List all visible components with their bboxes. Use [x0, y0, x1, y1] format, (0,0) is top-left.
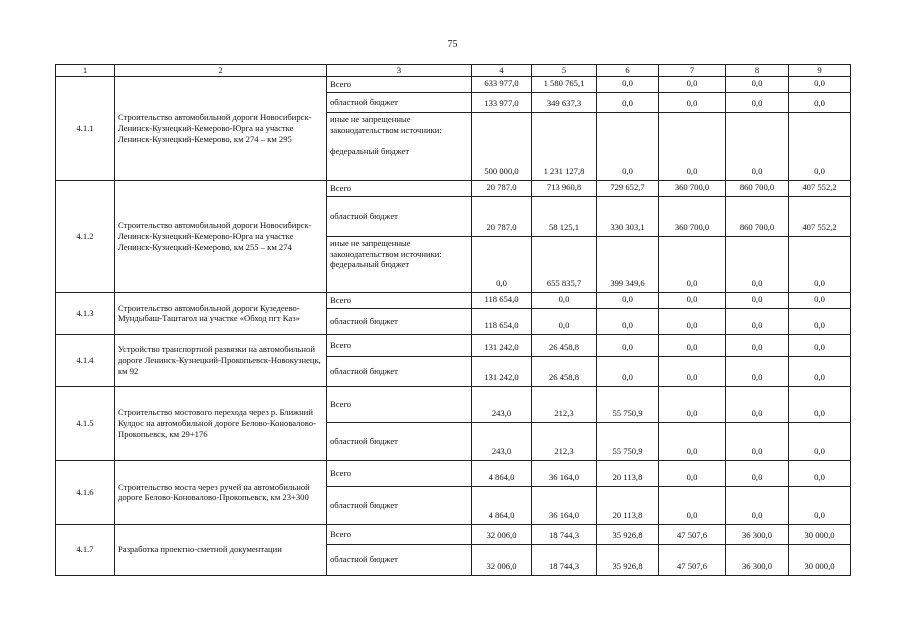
funding-source: областной бюджет: [327, 356, 472, 386]
amount-cell: 131 242,0: [472, 334, 532, 356]
table-row: [56, 77, 851, 93]
header-cell: 8: [726, 65, 789, 77]
amount-cell: 0,0: [726, 113, 789, 181]
amount-cell: 0,0: [597, 113, 659, 181]
funding-source: иные не запрещенные законодательством источники: федеральный бюджет: [327, 113, 472, 181]
amount-cell: 860 700,0: [726, 197, 789, 237]
amount-cell: 0,0: [726, 308, 789, 334]
funding-source: областной бюджет: [327, 93, 472, 113]
amount-cell: 0,0: [597, 93, 659, 113]
amount-cell: 0,0: [597, 308, 659, 334]
amount-cell: 0,0: [726, 486, 789, 524]
amount-cell: 0,0: [659, 293, 726, 309]
amount-cell: 55 750,9: [597, 422, 659, 460]
funding-source: областной бюджет: [327, 544, 472, 575]
amount-cell: 0,0: [726, 386, 789, 422]
section-name: Строительство моста через ручей на автомобильной дороге Белово-Коновалово-Прокопьевск, км 23+300: [115, 460, 327, 524]
amount-cell: 26 458,8: [532, 334, 597, 356]
header-cell: 6: [597, 65, 659, 77]
amount-cell: 0,0: [659, 113, 726, 181]
amount-cell: 0,0: [532, 293, 597, 309]
amount-cell: 0,0: [789, 113, 851, 181]
amount-cell: 0,0: [659, 334, 726, 356]
amount-cell: 35 926,8: [597, 524, 659, 544]
header-row: [56, 65, 851, 77]
section-code: 4.1.2: [56, 181, 115, 293]
amount-cell: 18 744,3: [532, 524, 597, 544]
amount-cell: 0,0: [789, 93, 851, 113]
amount-cell: 0,0: [726, 460, 789, 486]
amount-cell: 399 349,6: [597, 237, 659, 293]
header-cell: 1: [56, 65, 115, 77]
funding-source: областной бюджет: [327, 197, 472, 237]
amount-cell: 0,0: [789, 386, 851, 422]
amount-cell: 243,0: [472, 422, 532, 460]
table-row: [56, 334, 851, 356]
amount-cell: 0,0: [532, 308, 597, 334]
section-code: 4.1.6: [56, 460, 115, 524]
amount-cell: 47 507,6: [659, 544, 726, 575]
amount-cell: 20 113,8: [597, 460, 659, 486]
amount-cell: 0,0: [789, 293, 851, 309]
amount-cell: 1 231 127,8: [532, 113, 597, 181]
amount-cell: 212,3: [532, 422, 597, 460]
header-cell: 4: [472, 65, 532, 77]
funding-source: иные не запрещенные законодательством источники: федеральный бюджет: [327, 237, 472, 293]
amount-cell: 0,0: [789, 237, 851, 293]
funding-source: областной бюджет: [327, 486, 472, 524]
amount-cell: 18 744,3: [532, 544, 597, 575]
table-row: [56, 460, 851, 486]
amount-cell: 0,0: [659, 422, 726, 460]
amount-cell: 860 700,0: [726, 181, 789, 197]
amount-cell: 633 977,0: [472, 77, 532, 93]
amount-cell: 0,0: [597, 293, 659, 309]
section-code: 4.1.7: [56, 524, 115, 575]
funding-source: областной бюджет: [327, 308, 472, 334]
amount-cell: 0,0: [659, 386, 726, 422]
amount-cell: 0,0: [597, 356, 659, 386]
amount-cell: 47 507,6: [659, 524, 726, 544]
amount-cell: 55 750,9: [597, 386, 659, 422]
amount-cell: 729 652,7: [597, 181, 659, 197]
section-name: Строительство автомобильной дороги Кузедеево-Мундыбаш-Таштагол на участке «Обход пгт Каз»: [115, 293, 327, 335]
header-cell: 9: [789, 65, 851, 77]
table-row: [56, 524, 851, 544]
amount-cell: 243,0: [472, 386, 532, 422]
section-code: 4.1.3: [56, 293, 115, 335]
amount-cell: 500 000,0: [472, 113, 532, 181]
amount-cell: 30 000,0: [789, 524, 851, 544]
funding-source: Всего: [327, 334, 472, 356]
funding-source: областной бюджет: [327, 422, 472, 460]
amount-cell: 407 552,2: [789, 181, 851, 197]
funding-source: Всего: [327, 293, 472, 309]
amount-cell: 0,0: [472, 237, 532, 293]
amount-cell: 655 835,7: [532, 237, 597, 293]
amount-cell: 20 787,0: [472, 197, 532, 237]
amount-cell: 58 125,1: [532, 197, 597, 237]
amount-cell: 118 654,0: [472, 293, 532, 309]
section-name: Строительство мостового перехода через р. Ближний Кулдос на автомобильной дороге Белово-Коновалово-Прокопьевск, км 29+176: [115, 386, 327, 460]
header-cell: 7: [659, 65, 726, 77]
amount-cell: 0,0: [597, 77, 659, 93]
funding-source: Всего: [327, 181, 472, 197]
amount-cell: 0,0: [597, 334, 659, 356]
amount-cell: 0,0: [659, 237, 726, 293]
amount-cell: 0,0: [789, 422, 851, 460]
amount-cell: 0,0: [659, 460, 726, 486]
amount-cell: 0,0: [789, 460, 851, 486]
amount-cell: 0,0: [726, 77, 789, 93]
amount-cell: 0,0: [726, 356, 789, 386]
amount-cell: 0,0: [789, 77, 851, 93]
amount-cell: 360 700,0: [659, 197, 726, 237]
amount-cell: 20 787,0: [472, 181, 532, 197]
amount-cell: 0,0: [659, 486, 726, 524]
header-cell: 5: [532, 65, 597, 77]
amount-cell: 4 864,0: [472, 486, 532, 524]
funding-source: Всего: [327, 524, 472, 544]
amount-cell: 212,3: [532, 386, 597, 422]
amount-cell: 36 300,0: [726, 544, 789, 575]
amount-cell: 0,0: [789, 334, 851, 356]
section-code: 4.1.4: [56, 334, 115, 386]
amount-cell: 360 700,0: [659, 181, 726, 197]
section-code: 4.1.1: [56, 77, 115, 181]
table-row: [56, 181, 851, 197]
section-name: Устройство транспортной развязки на автомобильной дороге Ленинск-Кузнецкий-Прокопьевск-Новокузнецк, км 92: [115, 334, 327, 386]
amount-cell: 0,0: [726, 293, 789, 309]
page-number: 75: [447, 39, 458, 50]
amount-cell: 0,0: [659, 93, 726, 113]
amount-cell: 30 000,0: [789, 544, 851, 575]
amount-cell: 713 960,8: [532, 181, 597, 197]
amount-cell: 0,0: [659, 308, 726, 334]
amount-cell: 26 458,8: [532, 356, 597, 386]
header-cell: 3: [327, 65, 472, 77]
amount-cell: 1 580 765,1: [532, 77, 597, 93]
table-row: [56, 293, 851, 309]
table-row: [56, 386, 851, 422]
amount-cell: 0,0: [789, 308, 851, 334]
funding-source: Всего: [327, 460, 472, 486]
amount-cell: 36 164,0: [532, 460, 597, 486]
amount-cell: 0,0: [789, 356, 851, 386]
amount-cell: 0,0: [659, 356, 726, 386]
section-name: Строительство автомобильной дороги Новосибирск-Ленинск-Кузнецкий-Кемерово-Юрга на участке Ленинск-Кузнецкий-Кемерово, км 255 – км 274: [115, 181, 327, 293]
amount-cell: 0,0: [726, 237, 789, 293]
amount-cell: 36 164,0: [532, 486, 597, 524]
amount-cell: 32 006,0: [472, 524, 532, 544]
header-cell: 2: [115, 65, 327, 77]
section-code: 4.1.5: [56, 386, 115, 460]
section-name: Разработка проектно-сметной документации: [115, 524, 327, 575]
amount-cell: 0,0: [726, 334, 789, 356]
budget-table: [55, 64, 851, 576]
amount-cell: 349 637,3: [532, 93, 597, 113]
amount-cell: 36 300,0: [726, 524, 789, 544]
amount-cell: 131 242,0: [472, 356, 532, 386]
funding-source: Всего: [327, 386, 472, 422]
amount-cell: 32 006,0: [472, 544, 532, 575]
amount-cell: 0,0: [659, 77, 726, 93]
amount-cell: 133 977,0: [472, 93, 532, 113]
amount-cell: 35 926,8: [597, 544, 659, 575]
amount-cell: 4 864,0: [472, 460, 532, 486]
funding-source: Всего: [327, 77, 472, 93]
amount-cell: 407 552,2: [789, 197, 851, 237]
amount-cell: 330 303,1: [597, 197, 659, 237]
amount-cell: 0,0: [789, 486, 851, 524]
section-name: Строительство автомобильной дороги Новосибирск-Ленинск-Кузнецкий-Кемерово-Юрга на участке Ленинск-Кузнецкий-Кемерово, км 274 – км 295: [115, 77, 327, 181]
amount-cell: 0,0: [726, 422, 789, 460]
amount-cell: 118 654,0: [472, 308, 532, 334]
amount-cell: 0,0: [726, 93, 789, 113]
amount-cell: 20 113,8: [597, 486, 659, 524]
